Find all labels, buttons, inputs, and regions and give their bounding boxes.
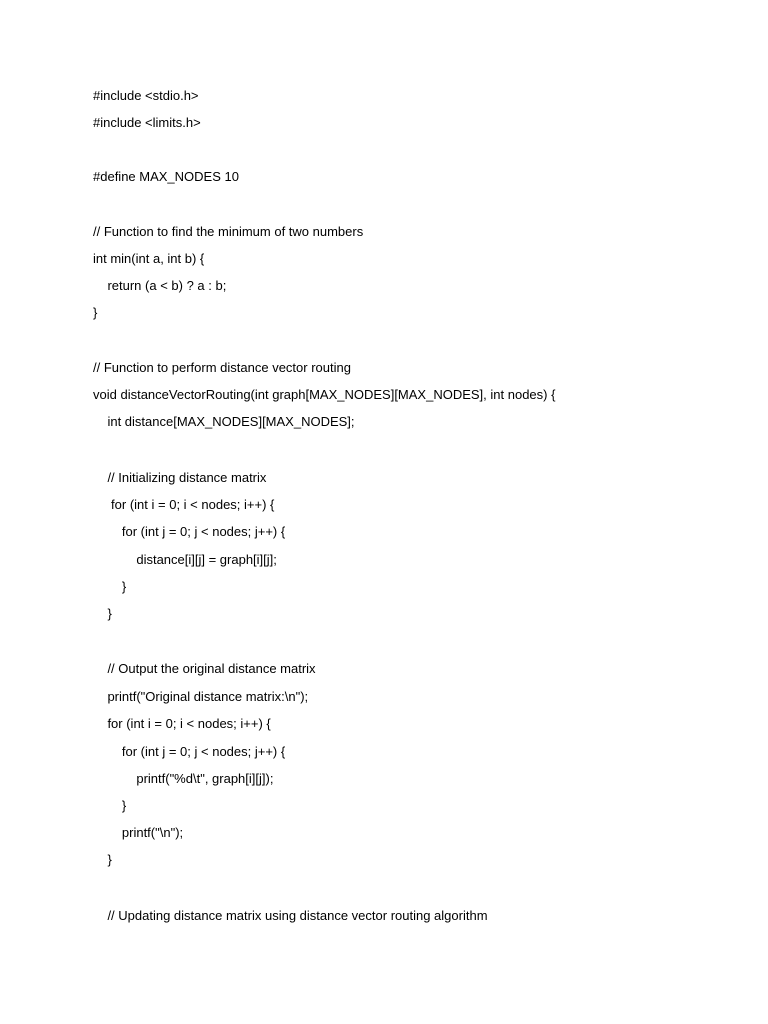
code-line: } (93, 579, 127, 594)
code-comment: // Initializing distance matrix (93, 470, 267, 485)
code-line: distance[i][j] = graph[i][j]; (93, 552, 277, 567)
code-line: void distanceVectorRouting(int graph[MAX_NODES][MAX_NODES], int nodes) { (93, 387, 556, 402)
code-line: printf("Original distance matrix:\n"); (93, 689, 309, 704)
code-line: for (int j = 0; j < nodes; j++) { (93, 744, 286, 759)
code-comment: // Function to find the minimum of two numbers (93, 224, 364, 239)
code-line: #include <limits.h> (93, 115, 201, 130)
code-line: #include <stdio.h> (93, 88, 199, 103)
code-line: int distance[MAX_NODES][MAX_NODES]; (93, 414, 355, 429)
code-line: } (93, 798, 127, 813)
code-line: } (93, 852, 112, 867)
code-comment: // Updating distance matrix using distance vector routing algorithm (93, 908, 488, 923)
code-comment: // Function to perform distance vector routing (93, 360, 351, 375)
code-line: return (a < b) ? a : b; (93, 278, 227, 293)
code-comment: // Output the original distance matrix (93, 661, 316, 676)
code-line: for (int i = 0; i < nodes; i++) { (93, 497, 275, 512)
code-line: for (int i = 0; i < nodes; i++) { (93, 716, 271, 731)
code-line: printf("%d\t", graph[i][j]); (93, 771, 274, 786)
code-line: for (int j = 0; j < nodes; j++) { (93, 524, 286, 539)
code-line: } (93, 305, 98, 320)
code-line: } (93, 606, 112, 621)
code-line: #define MAX_NODES 10 (93, 169, 239, 184)
code-line: int min(int a, int b) { (93, 251, 205, 266)
code-line: printf("\n"); (93, 825, 184, 840)
